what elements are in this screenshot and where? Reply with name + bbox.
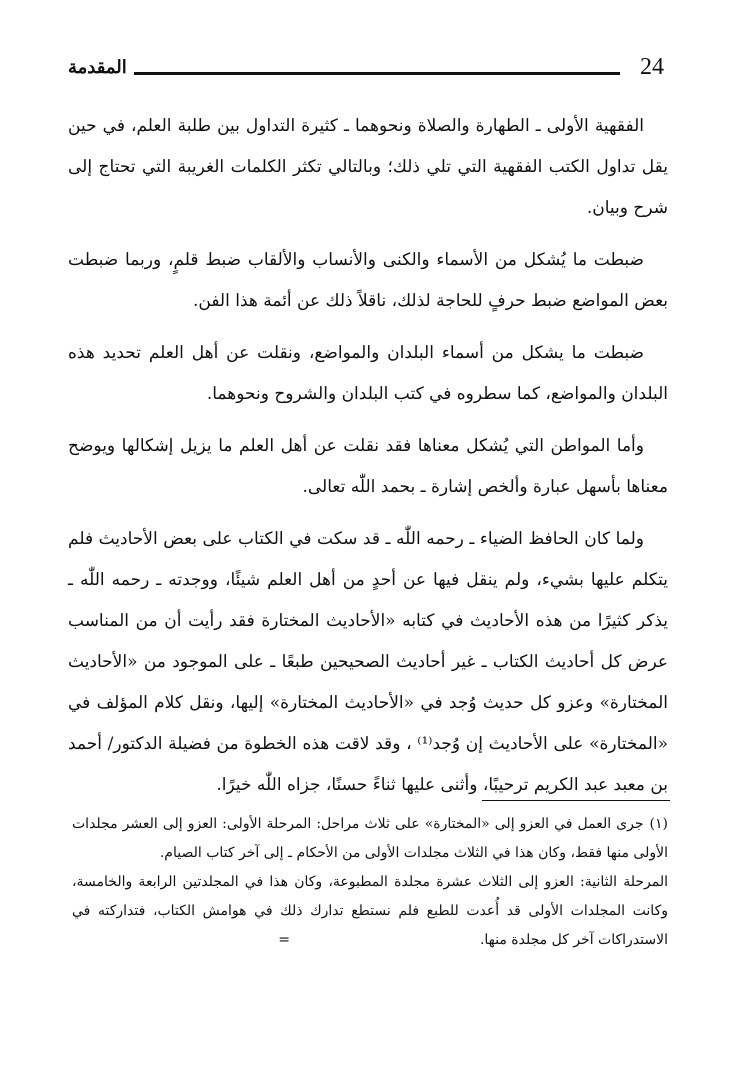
paragraph: ولما كان الحافظ الضياء ـ رحمه اللّٰه ـ قد سكت في الكتاب على بعض الأحاديث فلم يتكلم عليها بشيء، ولم ينقل فيها عن أحدٍ من أهل العلم شيئًا، ووجدته ـ رحمه اللّٰه ـ يذكر كثيرًا من هذه الأحاديث في كتابه «الأحاديث المختارة فقد رأيت أن من المناسب عرض كل أحاديث الكتاب ـ غير أحاديث الصحيحين طبعًا ـ على الموجود من «الأحاديث المختارة» وعزو كل حديث وُجد في «الأحاديث المختارة» إليها، ونقل كلام المؤلف في «المختارة» على الأحاديث إن وُجد⁽¹⁾ ، وقد لاقت هذه الخطوة من فضيلة الدكتور/ أحمد بن معبد عبد الكريم ترحيبًا، وأثنى عليها ثناءً حسنًا، جزاه اللّٰه خيرًا. [68, 529, 668, 795]
paragraph: ضبطت ما يُشكل من الأسماء والكنى والأنساب والألقاب ضبط قلمٍ، وربما ضبطت بعض المواضع ضبط حرفٍ للحاجة لذلك، ناقلاً ذلك عن أئمة هذا الفن. [68, 250, 668, 311]
footnote-text: المرحلة الثانية: العزو إلى الثلاث عشرة مجلدة المطبوعة، وكان هذا في المجلدتين الرابعة والخامسة، وكانت المجلدات الأولى قد أُعدت للطبع فلم نستطع تدارك ذلك في هوامش الكتاب، فتداركته في الاستدراكات آخر كل مجلدة منها. [72, 874, 668, 948]
running-title: المقدمة [68, 57, 127, 78]
footnote-separator [482, 800, 670, 801]
continuation-mark: = [278, 932, 290, 948]
footnote-continued [72, 868, 668, 955]
footnotes [72, 810, 668, 955]
page-header [68, 52, 664, 86]
paragraph: وأما المواطن التي يُشكل معناها فقد نقلت عن أهل العلم ما يزيل إشكالها ويوضح معناها بأسهل عبارة وألخص إشارة ـ بحمد اللّٰه تعالى. [68, 436, 668, 497]
page-number: 24 [640, 54, 664, 80]
footnote-marker: (١) [649, 816, 668, 832]
paragraph: الفقهية الأولى ـ الطهارة والصلاة ونحوهما ـ كثيرة التداول بين طلبة العلم، في حين يقل تداول الكتب الفقهية التي تلي ذلك؛ وبالتالي تكثر الكلمات الغريبة التي تحتاج إلى شرح وبيان. [68, 116, 668, 218]
paragraph: ضبطت ما يشكل من أسماء البلدان والمواضع، ونقلت عن أهل العلم تحديد هذه البلدان والمواضع، كما سطروه في كتب البلدان والشروح ونحوهما. [68, 343, 668, 404]
footnote-text: جرى العمل في العزو إلى «المختارة» على ثلاث مراحل: المرحلة الأولى: العزو إلى العشر مجلدات الأولى منها فقط، وكان هذا في الثلاث مجلدات الأولى من الأحكام ـ إلى آخر كتاب الصيام. [72, 816, 668, 861]
footnote-1 [72, 810, 668, 868]
header-rule [134, 72, 620, 75]
main-text [68, 106, 668, 817]
